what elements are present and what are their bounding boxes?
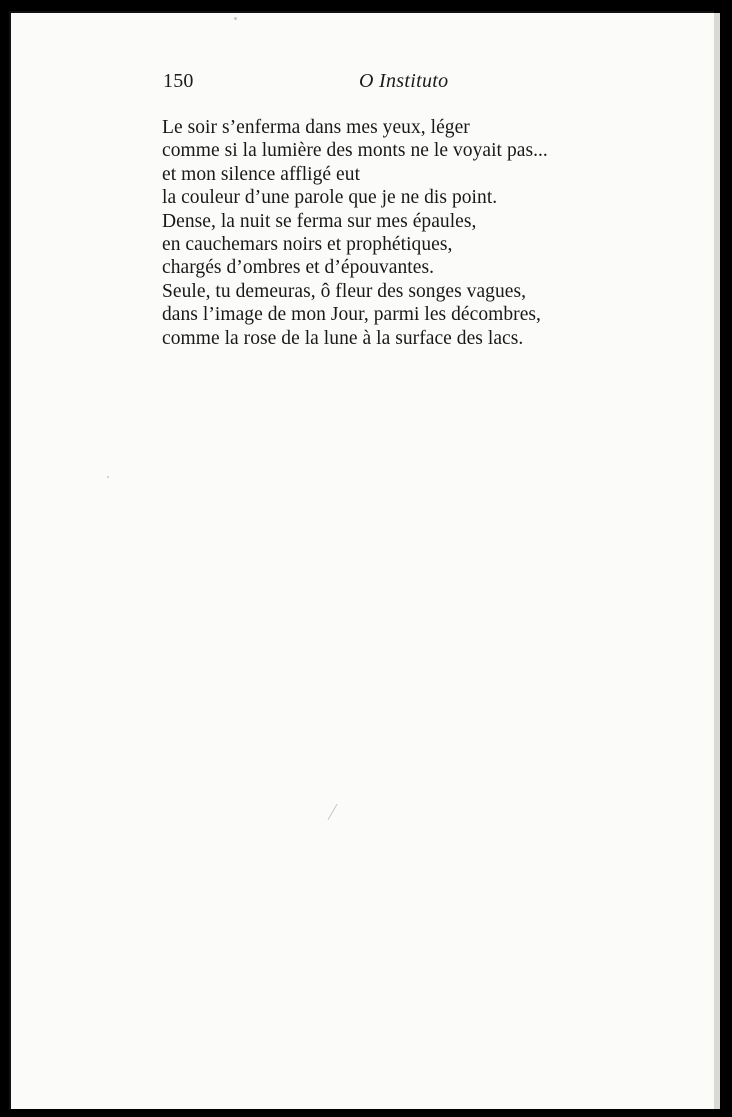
poem-line: la couleur d’une parole que je ne dis point. xyxy=(162,187,498,209)
poem-line: chargés d’ombres et d’épouvantes. xyxy=(162,257,435,279)
poem-line: comme la rose de la lune à la surface des lacs. xyxy=(162,327,524,349)
poem-line: et mon silence affligé eut xyxy=(162,163,361,185)
poem-line: en cauchemars noirs et prophétiques, xyxy=(162,234,453,256)
running-title: O Instituto xyxy=(359,70,449,92)
poem-text xyxy=(162,116,612,350)
page-header xyxy=(163,70,603,100)
poem-line: Le soir s’enferma dans mes yeux, léger xyxy=(162,117,470,138)
paper-speck xyxy=(107,476,109,478)
poem-line: comme si la lumière des monts ne le voyait pas... xyxy=(162,140,548,162)
paper-speck xyxy=(328,804,338,820)
page-number: 150 xyxy=(163,70,194,92)
poem-line: dans l’image de mon Jour, parmi les décombres, xyxy=(162,304,541,326)
poem-line: Seule, tu demeuras, ô fleur des songes vagues, xyxy=(162,280,527,302)
paper-speck xyxy=(234,17,237,20)
poem-line: Dense, la nuit se ferma sur mes épaules, xyxy=(162,210,477,232)
